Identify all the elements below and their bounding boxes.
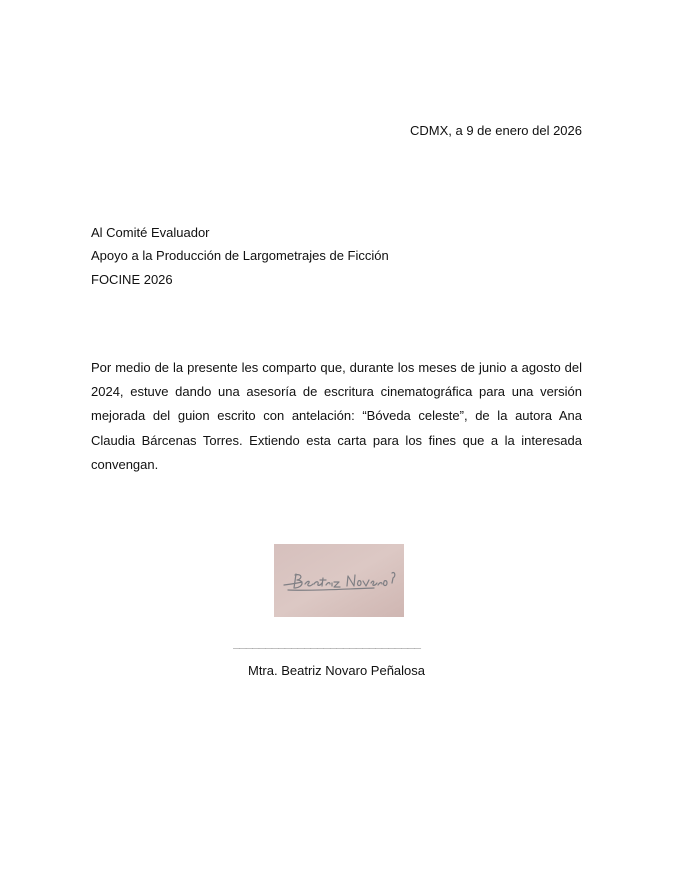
recipient-line-committee: Al Comité Evaluador [91,225,210,240]
signature-line: _____________________________ [233,637,421,649]
recipient-line-focine: FOCINE 2026 [91,271,173,287]
letter-body: Por medio de la presente les comparto que, durante los meses de junio a agosto del 2024, estuve dando una asesoría de escritura cinematográfica para una versión mejorada del guion escrito con antelación: “Bóveda celeste”, de la autora Ana Claudia Bárcenas Torres. Extiendo esta carta para los fines que a la interesada convengan. [91,360,582,472]
letter-date: CDMX, a 9 de enero del 2026 [410,123,582,138]
recipient-block [91,221,389,291]
signature-image [274,544,404,617]
signer-name: Mtra. Beatriz Novaro Peñalosa [247,663,426,678]
recipient-line-program: Apoyo a la Producción de Largometrajes de Ficción [91,248,389,264]
